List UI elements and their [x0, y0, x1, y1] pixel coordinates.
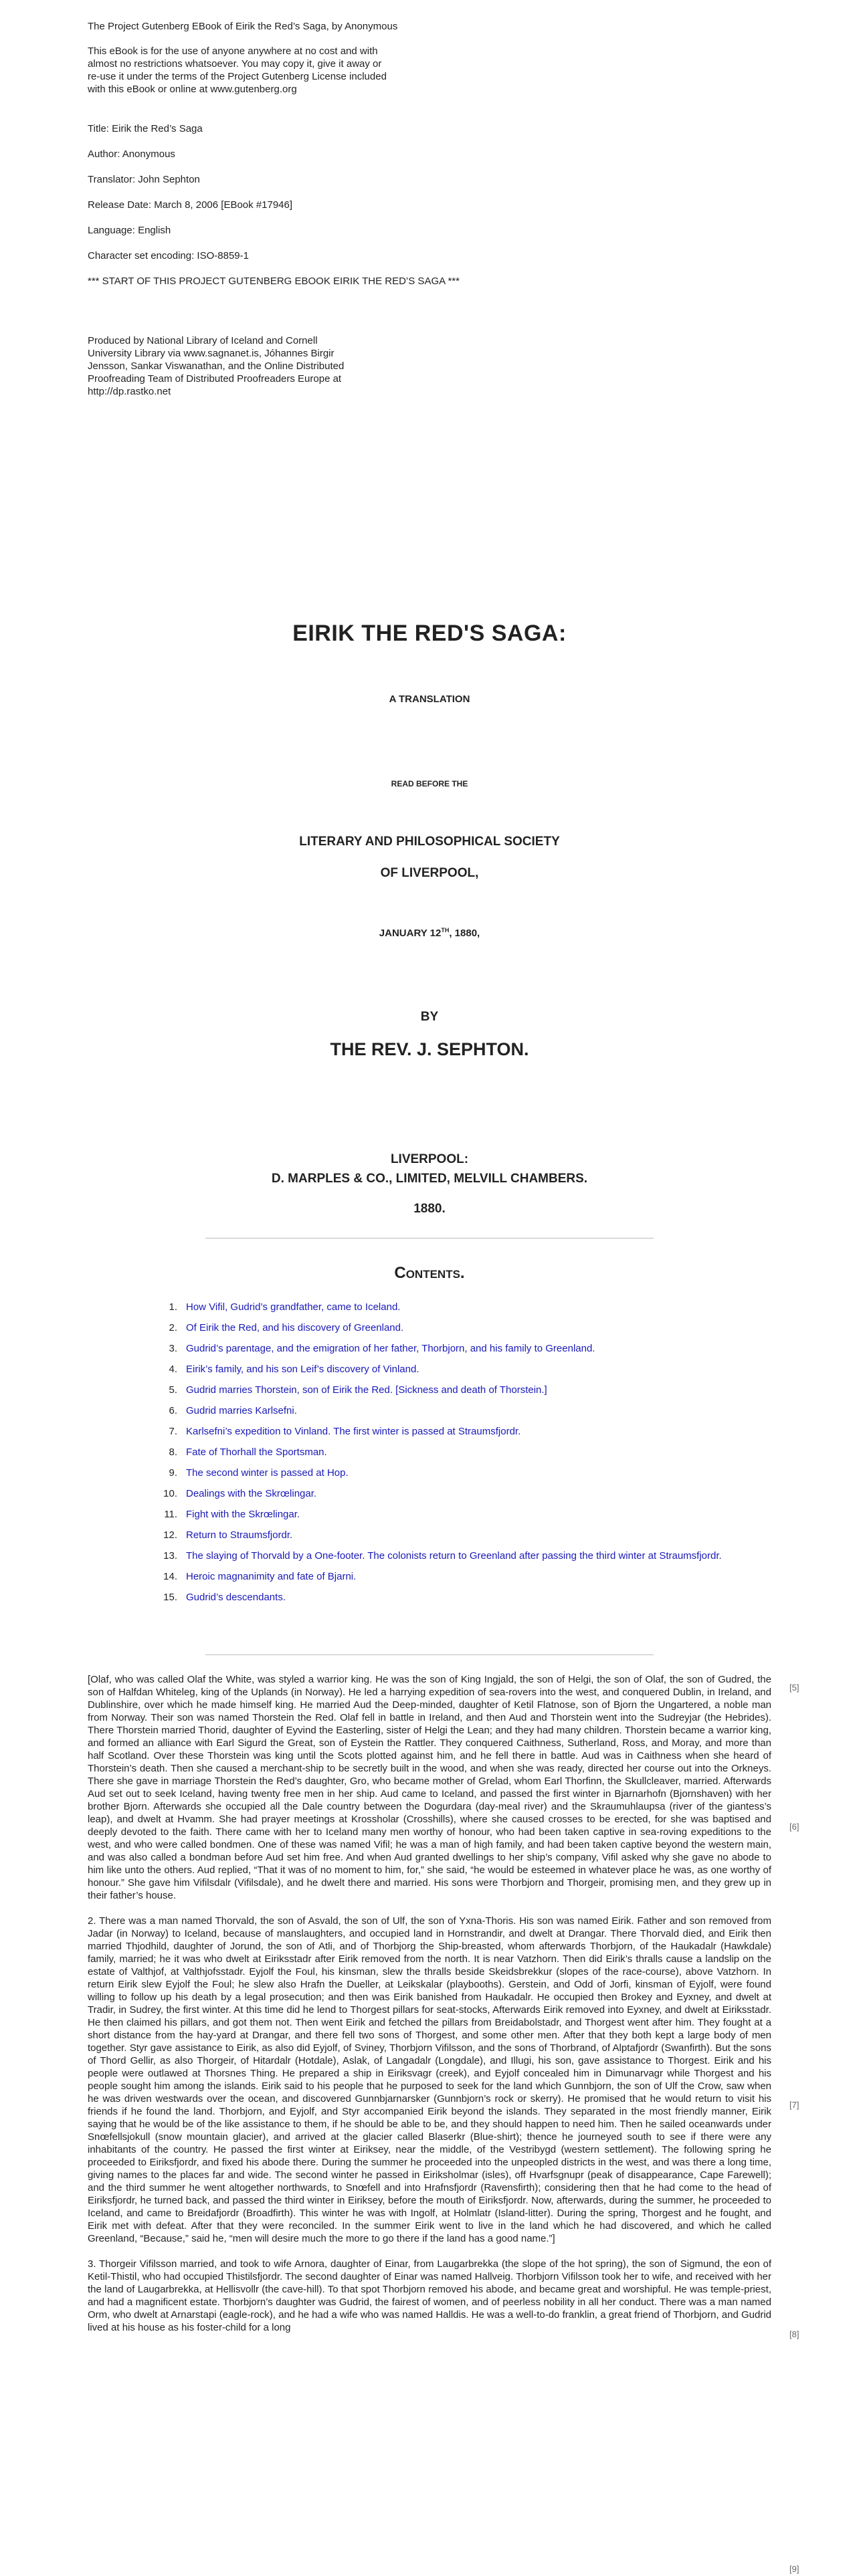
date-main: JANUARY 12 [379, 928, 442, 939]
publisher: D. MARPLES & CO., LIMITED, MELVILL CHAMBERS. [271, 1172, 588, 1186]
toc-item [134, 1425, 723, 1438]
meta-language: Language: English [88, 225, 171, 236]
toc-link[interactable]: Gudrid marries Thorstein, son of Eirik the Red. [Sickness and death of Thorstein.] [186, 1384, 547, 1396]
saga-text [88, 1673, 771, 2347]
toc-item [134, 1363, 723, 1376]
toc-number: 6. [169, 1405, 177, 1416]
toc-item [134, 1549, 723, 1562]
toc-item [134, 1467, 723, 1479]
page-number[interactable]: [6] [789, 1822, 799, 1832]
divider [205, 1654, 654, 1655]
paragraph-3: 3. Thorgeir Vifilsson married, and took to wife Arnora, daughter of Einar, from Laugarbrekka (the slope of the hot spring), the son of Sigmund, the eon of Ketil-Thistil, who had occupied Thistilsfjordr. The second daughter of Einar was named Hallveig. Thorbjorn Vifilsson took her to wife, and received with her the land of Laugarbrekka, at Hellisvollr (the cave-hill). To that spot Thorbjorn removed his abode, and became great and worshipful. He was temple-priest, and had a magnificent estate. Thorbjorn’s daughter was Gudrid, the fairest of women, and of peerless nobility in all her conduct. There was a man named Orm, who dwelt at Arnarstapi (eagle-rock), and he had a wife who was named Halldis. He was a well-to-do franklin, a great friend of Thorbjorn, and Gudrid lived at his house as his foster-child for a long [88, 2258, 771, 2333]
contents-heading: Contents. [394, 1264, 465, 1282]
toc-number: 11. [164, 1509, 177, 1520]
toc-number: 14. [163, 1571, 177, 1582]
start-marker: *** START OF THIS PROJECT GUTENBERG EBOOK EIRIK THE RED’S SAGA *** [88, 276, 460, 287]
toc-number: 2. [169, 1322, 177, 1333]
toc-number: 8. [169, 1446, 177, 1458]
read-before-label: READ BEFORE THE [391, 779, 468, 788]
page-number[interactable]: [7] [789, 2100, 799, 2110]
toc-item [134, 1591, 723, 1604]
toc-number: 3. [169, 1343, 177, 1354]
toc-item [134, 1529, 723, 1541]
meta-encoding: Character set encoding: ISO-8859-1 [88, 250, 249, 261]
toc-item [134, 1301, 723, 1313]
toc-number: 7. [169, 1426, 177, 1437]
divider [205, 1238, 654, 1239]
date-ordinal: TH [441, 927, 450, 934]
license-notice: This eBook is for the use of anyone anywhere at no cost and with almost no restrictions whatsoever. You may copy it, give it away or re-use it under the terms of the Project Gutenberg License included with this eBook or online at www.gutenberg.org [88, 45, 387, 95]
page-number[interactable]: [5] [789, 1683, 799, 1693]
society-name: LITERARY AND PHILOSOPHICAL SOCIETY [299, 835, 560, 849]
toc-link[interactable]: Gudrid’s parentage, and the emigration of her father, Thorbjorn, and his family to Greenland. [186, 1343, 595, 1354]
toc-number: 9. [169, 1467, 177, 1479]
meta-translator: Translator: John Sephton [88, 174, 200, 185]
toc-link[interactable]: Fight with the Skrœlingar. [186, 1509, 300, 1520]
toc-link[interactable]: Heroic magnanimity and fate of Bjarni. [186, 1571, 357, 1582]
toc-link[interactable]: Dealings with the Skrœlingar. [186, 1488, 317, 1499]
toc-item [134, 1321, 723, 1334]
toc-number: 12. [163, 1529, 177, 1541]
toc-item [134, 1404, 723, 1417]
toc-link[interactable]: Karlsefni’s expedition to Vinland. The first winter is passed at Straumsfjordr. [186, 1426, 521, 1437]
toc-link[interactable]: Fate of Thorhall the Sportsman. [186, 1446, 327, 1458]
meta-title: Title: Eirik the Red’s Saga [88, 123, 203, 134]
table-of-contents [134, 1301, 723, 1612]
toc-link[interactable]: How Vifil, Gudrid’s grandfather, came to Iceland. [186, 1301, 401, 1313]
toc-number: 1. [169, 1301, 177, 1313]
meta-release-date: Release Date: March 8, 2006 [EBook #17946] [88, 199, 293, 211]
date-year: , 1880, [449, 928, 480, 939]
toc-link[interactable]: Eirik’s family, and his son Leif’s discovery of Vinland. [186, 1364, 419, 1375]
toc-item [134, 1487, 723, 1500]
toc-link[interactable]: The second winter is passed at Hop. [186, 1467, 349, 1479]
subtitle-translation: A TRANSLATION [389, 693, 470, 705]
publication-year: 1880. [413, 1202, 446, 1216]
paragraph-1: [Olaf, who was called Olaf the White, was styled a warrior king. He was the son of King Ingjald, the son of Helgi, the son of Olaf, the son of Gudred, the son of Halfdan Whiteleg, king of the Uplands (in Norway). He led a harrying expedition of sea-rovers into the west, and conquered Dublin, in Ireland, and Dublinshire, over which he made himself king. He married Aud the Deep-minded, daughter of Ketil Flatnose, son of Bjorn the Ungartered, a noble man from Norway. Their son was named Thorstein the Red. Olaf fell in battle in Ireland, and then Aud and Thorstein went into the Sudreyjar (the Hebrides). There Thorstein married Thorid, daughter of Eyvind the Easterling, sister of Helgi the Lean; and they had many children. Thorstein became a warrior king, and formed an alliance with Earl Sigurd the Great, son of Eystein the Rattler. They conquered Caithness, Sutherland, Ross, and Moray, and more than half Scotland. Over these Thorstein was king until the Scots plotted against him, and he fell there in battle. Aud was in Caithness when she heard of Thorstein’s death. Then she caused a merchant-ship to be secretly built in the wood, and when she was ready, directed her course out into the Orkneys. There she gave in marriage Thorstein the Red’s daughter, Gro, who became mother of Grelad, whom Earl Thorfinn, the Skullcleaver, married. Afterwards Aud set out to seek Iceland, having twenty free men in her ship. Aud came to Iceland, and passed the first winter in Bjarnarhofn (Bjornshaven) with her brother Bjorn. Afterwards she occupied all the Dale country between the Dogurdara (day-meal river) and the Skraumuhlaupsa (river of the giantess’s leap), and dwelt at Hvamm. She had prayer meetings at Krossholar (Crosshills), where she caused crosses to be erected, for she was baptised and deeply devoted to the faith. There came with her to Iceland many men worthy of honour, who had been taken captive in sea-roving expeditions to the west, and who were called bondmen. One of these was named Vifil; he was a man of high family, and had been taken captive beyond the western main, and was also called a bondman before Aud set him free. And when Aud granted dwellings to her ship’s company, Vifil asked why she gave no abode to him like unto the others. Aud replied, “That it was of no moment to him, for,” she said, “he would be esteemed in whatever place he was, as one worthy of honour.” She gave him Vifilsdalr (Vifilsdale), and he dwelt there and married. His sons were Thorbjorn and Thorgeir, promising men, and they grew up in their father’s house. [88, 1674, 771, 1901]
toc-link[interactable]: Gudrid’s descendants. [186, 1592, 286, 1603]
toc-item [134, 1384, 723, 1396]
toc-link[interactable]: Return to Straumsfjordr. [186, 1529, 293, 1541]
toc-item [134, 1508, 723, 1521]
paragraph-2: 2. There was a man named Thorvald, the son of Asvald, the son of Ulf, the son of Yxna-Thoris. His son was named Eirik. Father and son removed from Jadar (in Norway) to Iceland, because of manslaughters, and occupied land in Hornstrandir, and dwelt at Drangar. There Thorvald died, and Eirik then married Thjodhild, daughter of Jorund, the son of Atli, and of Thorbjorg the Ship-breasted, whom afterwards Thorbjorn, of the Haukadalr (Hawkdale) family, married; he it was who dwelt at Eiriksstadr after Eirik removed from the north. It is near Vatzhorn. Then did Eirik’s thralls cause a landslip on the estate of Valthjof, at Valthjofsstadr. Eyjolf the Foul, his kinsman, slew the thralls beside Skeidsbrekkur (slopes of the race-course), above Vatzhorn. In return Eirik slew Eyjolf the Foul; he slew also Hrafn the Dueller, at Leikskalar (playbooths). Gerstein, and Odd of Jorfi, kinsman of Eyjolf, were found willing to follow up his death by a legal prosecution; and then was Eirik banished from Haukadalr. He occupied then Brokey and Eyxney, and dwelt at Tradir, in Sudrey, the first winter. At this time did he lend to Thorgest pillars for seat-stocks, Afterwards Eirik removed into Eyxney, and dwelt at Eiriksstadr. He then claimed his pillars, and got them not. Then went Eirik and fetched the pillars from Breidabolstadr, and Thorgest went after him. They fought at a short distance from the hay-yard at Drangar, and there fell two sons of Thorgest, and some other men. After that they both kept a large body of men together. Styr gave assistance to Eirik, as also did Eyjolf, of Sviney, Thorbjorn Vifilsson, and the sons of Thorbrand, of Alptafjordr (Swanfirth). But the sons of Thord Gellir, as also Thorgeir, of Hitardalr (Hotdale), Aslak, of Langadalr (Longdale), and Illugi, his son, gave assistance to Thorgest. Eirik and his people were outlawed at Thorsnes Thing. He prepared a ship in Eiriksvagr (creek), and Eyjolf concealed him in Dimunarvagr while Thorgest and his people sought him among the islands. Eirik said to his people that he purposed to seek for the land which Gunnbjorn, the son of Ulf the Crow, saw when he was driven westwards over the ocean, and discovered Gunnbjarnarsker (Gunnbjorn’s rock or skerry). He promised that he would return to visit his friends if he found the land. Thorbjorn, and Eyjolf, and Styr accompanied Eirik beyond the islands. They separated in the most friendly manner, Eirik saying that he would be of the like assistance to them, if he should be able to be, and they should happen to need him. Then he sailed oceanwards under Snœfellsjokull (snow mountain glacier), and arrived at the glacier called Blaserkr (Blue-shirt); thence he journeyed south to see if there were any inhabitants of the country. He passed the first winter at Eiriksey, near the middle, of the Vestribygd (western settlement). The following spring he proceeded to Eiriksfjordr, and fixed his abode there. During the summer he proceeded into the unpeopled districts in the west, and was there a long time, giving names to the places far and wide. The second winter he passed in Eiriksholmar (isles), off Hvarfsgnupr (peak of disappearance, Cape Farewell); and the third summer he went altogether northwards, to Snœfell and into Hrafnsfjordr (Ravensfirth); considering then that he had come to the head of Eiriksfjordr, he turned back, and passed the third winter in Eiriksey, before the mouth of Eiriksfjordr. Now, afterwards, during the summer, he proceeded to Iceland, and came to Breidafjordr (Broadfirth). This winter he was with Ingolf, at Holmlatr (Island-litter). During the spring, Thorgest and he fought, and Eirik met with defeat. After that they were reconciled. In the summer Eirik went to live in the land which he had discovered, and which he called Greenland, “Because,” said he, “men will desire much the more to go there if the land has a good name.”] [88, 1915, 771, 2244]
ebook-intro-line: The Project Gutenberg EBook of Eirik the Red’s Saga, by Anonymous [88, 21, 398, 32]
book-title: EIRIK THE RED'S SAGA: [292, 621, 567, 646]
reading-date [0, 927, 859, 939]
toc-item [134, 1570, 723, 1583]
toc-number: 15. [163, 1592, 177, 1603]
toc-item [134, 1446, 723, 1459]
toc-link[interactable]: The slaying of Thorvald by a One-footer. The colonists return to Greenland after passing the third winter at Straumsfjordr. [186, 1550, 722, 1562]
toc-item [134, 1342, 723, 1355]
toc-link[interactable]: Gudrid marries Karlsefni. [186, 1405, 297, 1416]
society-location: OF LIVERPOOL, [380, 866, 479, 880]
publication-place: LIVERPOOL: [390, 1152, 469, 1166]
page-number[interactable]: [9] [789, 2564, 799, 2574]
by-label: BY [420, 1010, 439, 1024]
toc-number: 10. [163, 1488, 177, 1499]
toc-number: 4. [169, 1364, 177, 1375]
toc-number: 13. [163, 1550, 177, 1562]
produced-by-credit: Produced by National Library of Iceland and Cornell University Library via www.sagnanet.is, Jóhannes Birgir Jensson, Sankar Viswanathan, and the Online Distributed Proofreading Team of Distributed Proofreaders Europe at http://dp.rastko.net [88, 335, 345, 397]
author-name: THE REV. J. SEPHTON. [330, 1039, 529, 1059]
toc-link[interactable]: Of Eirik the Red, and his discovery of Greenland. [186, 1322, 404, 1333]
toc-number: 5. [169, 1384, 177, 1396]
page-number[interactable]: [8] [789, 2329, 799, 2339]
gutenberg-header [88, 20, 462, 398]
meta-author: Author: Anonymous [88, 148, 175, 160]
